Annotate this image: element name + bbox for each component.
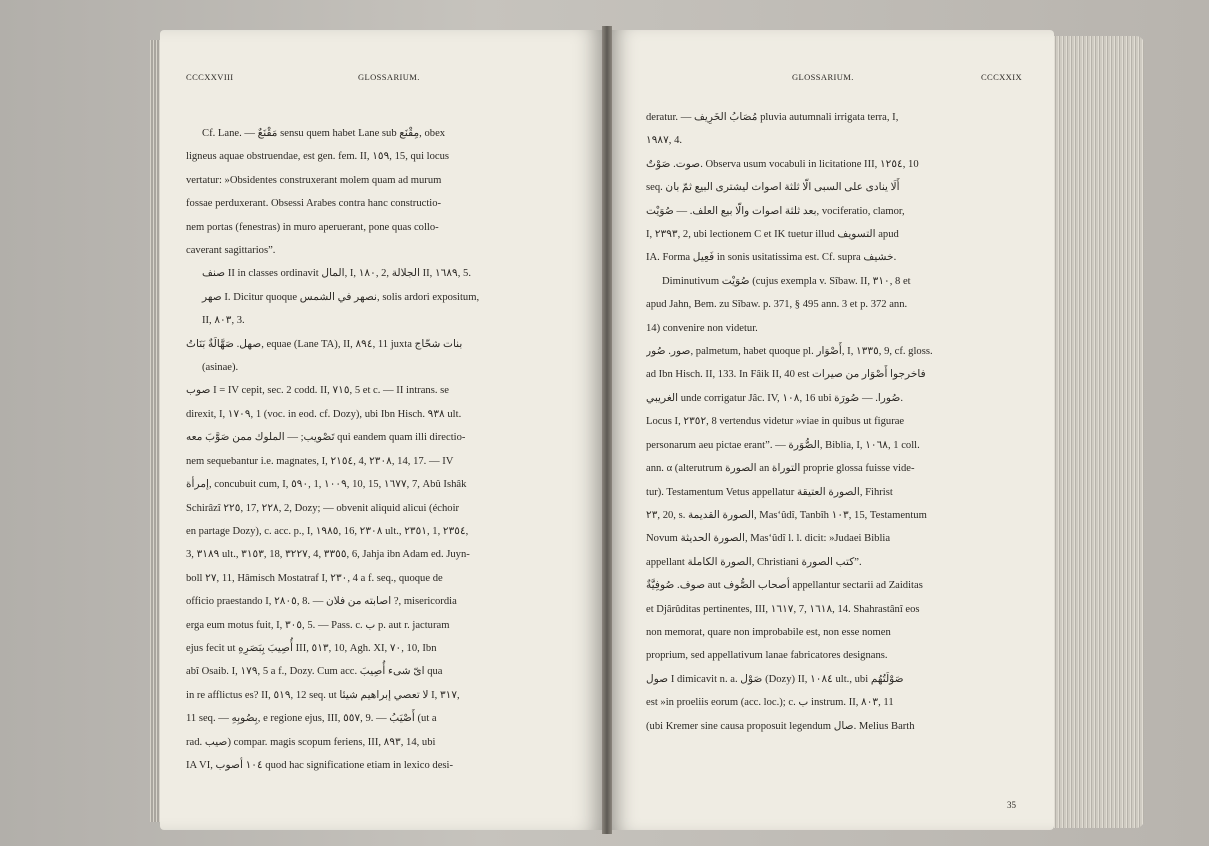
right-page-body	[646, 106, 1024, 738]
text-line: non memorat, quare non improbabile est, non esse nomen	[646, 626, 891, 638]
signature-number: 35	[1007, 800, 1016, 810]
text-line: personarum aeu pictae erant”. — الصُّوَرة, Biblia, I, ١٠٦٨, 1 coll.	[646, 439, 920, 451]
text-line: ad Ibn Hisch. II, 133. In Fâik II, 40 est فاخرجوا أَصْوَار من صيرات	[646, 369, 926, 381]
text-line: appellant الصورة الكاملة, Christiani كتب الصورة”.	[646, 556, 862, 568]
text-line: officio praestando I, ٢٨٠٥, 8. — اصابته من فلان ?, misericordia	[186, 596, 457, 608]
left-page-number-header: CCCXXVIII	[186, 72, 234, 82]
text-line: صول I dimicavit n. a. صَوْل (Dozy) II, ١٠٨٤ ult., ubi صَوْلَتُهُم	[646, 673, 904, 685]
text-line: boll ٢٧, 11, Hâmisch Mostatraf I, ٢٣٠, 4 a f. seq., quoque de	[186, 572, 443, 584]
text-line: tur). Testamentum Vetus appellatur الصورة العتيقة, Fihrist	[646, 486, 893, 498]
right-page	[612, 30, 1054, 830]
text-line: in re afflictus es? II, ٥١٩, 12 seq. ut لا تعصي إبراهيم شيئا I, ٣١٧,	[186, 689, 460, 701]
text-line: est »in proeliis eorum (acc. loc.); c. ب instrum. II, ٨٠٣, 11	[646, 697, 894, 709]
text-line: proprium, sed appellativum lanae fabricatores designans.	[646, 650, 888, 662]
text-line: 11 seq. — بِصُوبِهِ, e regione ejus, III, ٥٥٧, 9. — أَصْيَبُ (ut a	[186, 713, 437, 725]
text-line: deratur. — مُصَابُ الخَرِيف pluvia autumnali irrigata terra, I,	[646, 112, 899, 123]
text-line: ligneus aquae obstruendae, est gen. fem. II, ١٥٩, 15, qui locus	[186, 151, 450, 163]
text-line: vertatur: »Obsidentes construxerant molem quam ad murum	[186, 174, 442, 186]
text-line: 14) convenire non videtur.	[646, 322, 758, 334]
text-line: caverant sagittarios”.	[186, 245, 276, 257]
text-line: (ubi Kremer sine causa proposuit legendum صال. Melius Barth	[646, 720, 915, 732]
text-line: بعد ثلثة اصوات والّا بيع العلف. — صُوَيْت, vociferatio, clamor,	[646, 205, 905, 217]
text-line: fossae perduxerant. Obsessi Arabes contra hanc constructio-	[186, 198, 442, 210]
book-gutter	[602, 26, 612, 834]
text-line: ejus fecit ut أُصِيبَ بِبَصَرِهِ III, ٥١٣, 10, Agh. XI, ٧٠, 10, Ibn	[186, 642, 437, 654]
text-line: erga eum motus fuit, I, ٣٠٥, 5. — Pass. c. ب p. aut r. jacturam	[186, 619, 450, 631]
text-line: ann. α (alterutrum الصورة an التوراة proprie glossa fuisse vide-	[646, 463, 915, 475]
text-line: seq. أَلَا ينادى على السبى الّا ثلثة اصوات ليشترى البيع ثمّ بان	[646, 182, 900, 194]
left-running-title: GLOSSARIUM.	[358, 72, 420, 82]
text-line: الغريبي unde corrigatur Jâc. IV, ١٠٨, 16 ubi صُورا. — صُورَة.	[646, 392, 904, 404]
text-line: (asinae).	[202, 362, 239, 374]
right-leaf-edges	[1054, 36, 1144, 828]
text-line: Locus I, ٢٣٥٢, 8 vertendus videtur »viae in quibus ut figurae	[646, 416, 905, 428]
text-line: II, ٨٠٣, 3.	[202, 315, 245, 327]
text-line: direxit, I, ١٧٠٩, 1 (voc. in eod. cf. Dozy), ubi Ibn Hisch. ٩٣٨ ult.	[186, 408, 462, 420]
text-line: apud Jahn, Bem. zu Sîbaw. p. 371, § 495 ann. 3 et p. 372 ann.	[646, 299, 908, 311]
text-line: صوف. صُوفِيَّةٌ aut أصحاب الصُّوف appellantur sectarii ad Zaiditas	[646, 580, 923, 592]
text-line: صور. صُور, palmetum, habet quoque pl. أَصْوَار, I, ١٣٣٥, 9, cf. gloss.	[646, 346, 933, 358]
text-line: Cf. Lane. — مَقْنَعٌ sensu quem habet Lane sub مِقْنَع, obex	[202, 128, 446, 139]
text-line: rad. صيب) compar. magis scopum feriens, III, ٨٩٣, 14, ubi	[186, 736, 436, 748]
text-line: صهل. صَهَّالَةٌ بَنَاتُ, equae (Lane TA), II, ٨٩٤, 11 juxta بنات شحّاج	[186, 338, 463, 350]
text-line: صنف II in classes ordinavit المال, I, ١٨٠, 2, الجلالة II, ١٦٨٩, 5.	[202, 268, 471, 280]
right-page-number-header: CCCXXIX	[980, 72, 1022, 82]
text-line: et Djârûditas pertinentes, III, ١٦١٧, 7, ١٦١٨, 14. Shahrastânî eos	[646, 603, 920, 615]
text-line: إمرأة, concubuit cum, I, ٥٩٠, 1, ١٠٠٩, 10, 15, ١٦٧٧, 7, Abû Ishâk	[186, 479, 467, 491]
text-line: I, ٢٣٩٣, 2, ubi lectionem C et IK tuetur illud التسويف apud	[646, 229, 899, 241]
text-line: ١٩٨٧, 4.	[646, 135, 683, 147]
right-running-title: GLOSSARIUM.	[792, 72, 854, 82]
text-line: 3, ٣١٨٩ ult., ٣١٥٣, 18, ٣٢٢٧, 4, ٣٣٥٥, 6, Jahja ibn Adam ed. Juyn-	[186, 549, 470, 561]
text-line: abî Osaib. I, ١٧٩, 5 a f., Dozy. Cum acc. اىّ شىء أُصِيبَ qua	[186, 666, 443, 678]
text-line: تَصْويب; — الملوك ممن صَوَّبَ معه qui eandem quam illi directio-	[186, 432, 466, 444]
text-line: صهر I. Dicitur quoque نصهر في الشمس, solis ardori expositum,	[202, 291, 480, 303]
left-page-body	[186, 122, 564, 777]
text-line: nem portas (fenestras) in muro aperuerant, pone quas collo-	[186, 221, 439, 233]
text-line: صوت. صَوْتٌ. Observa usum vocabuli in licitatione III, ١٢٥٤, 10	[646, 158, 919, 170]
text-line: IA. Forma فَعِيل in sonis usitatissima est. Cf. supra خشيف.	[646, 252, 897, 264]
text-line: صوب I = IV cepit, sec. 2 codd. II, ٧١٥, 5 et c. — II intrans. se	[186, 385, 449, 397]
text-line: Novum الصورة الحديثة, Mas‘ûdî l. l. dicit: »Judaei Biblia	[646, 533, 891, 545]
text-line: ٢٣, 20, s. الصورة القديمة, Mas‘ûdî, Tanbîh ١٠٣, 15, Testamentum	[646, 509, 927, 521]
text-line: en partage Dozy), c. acc. p., I, ١٩٨٥, 16, ٢٣٠٨ ult., ٢٣٥١, 1, ٢٣٥٤,	[186, 525, 469, 537]
left-page	[160, 30, 602, 830]
text-line: nem sequebantur i.e. magnates, I, ٢١٥٤, 4, ٢٣٠٨, 14, 17. — IV	[186, 455, 454, 467]
text-line: IA VI, ١٠٤ أصوب quod hac significatione etiam in lexico desi-	[186, 759, 453, 771]
text-line: Diminutivum صُوَيْت (cujus exempla v. Sîbaw. II, ٣١٠, 8 et	[662, 275, 911, 287]
text-line: Schirâzî ٢٢٥, 17, ٢٢٨, 2, Dozy; — obvenit aliquid alicui (échoir	[186, 502, 460, 514]
